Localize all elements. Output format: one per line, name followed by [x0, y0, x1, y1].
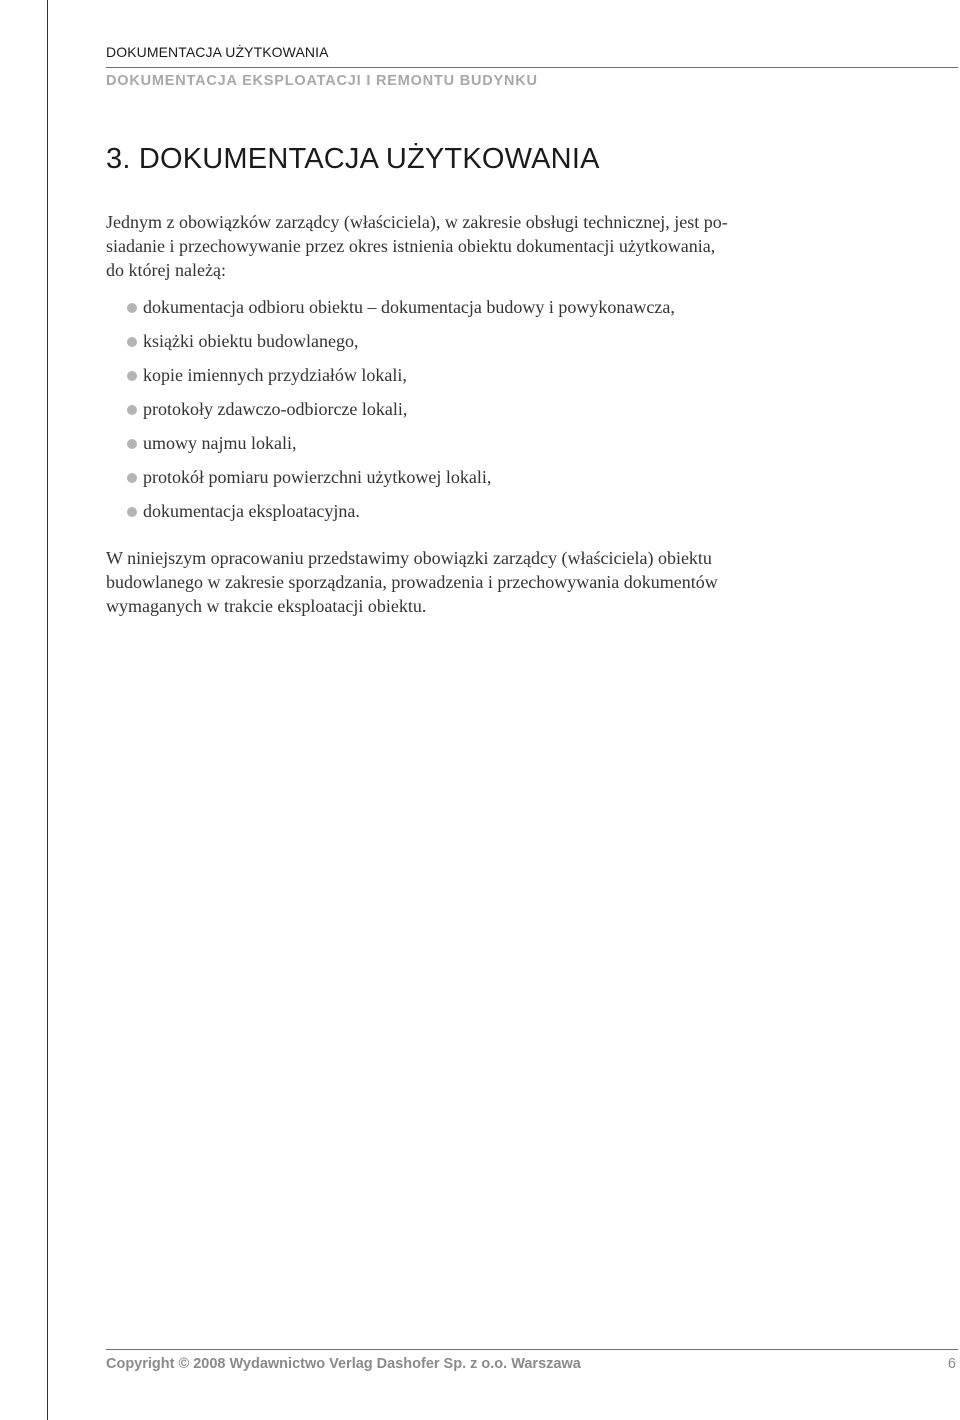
list-item-text: kopie imiennych przydziałów lokali,: [143, 365, 407, 385]
footer-rule: [106, 1349, 958, 1350]
chapter-title: 3. DOKUMENTACJA UŻYTKOWANIA: [106, 143, 600, 175]
closing-line: budowlanego w zakresie sporządzania, prowadzenia i przechowywania dokumentów: [106, 572, 718, 592]
closing-paragraph: [106, 546, 806, 618]
closing-line: wymaganych w trakcie eksploatacji obiektu.: [106, 596, 427, 616]
list-item: [127, 426, 675, 460]
documentation-list: [127, 290, 675, 528]
footer-copyright: Copyright © 2008 Wydawnictwo Verlag Dashofer Sp. z o.o. Warszawa: [106, 1356, 581, 1372]
running-header-subtitle: DOKUMENTACJA EKSPLOATACJI I REMONTU BUDYNKU: [106, 73, 538, 89]
list-item-text: książki obiektu budowlanego,: [143, 331, 359, 351]
list-item: [127, 358, 675, 392]
header-rule: [106, 67, 958, 68]
bullet-icon: [127, 337, 137, 347]
bullet-icon: [127, 303, 137, 313]
running-header-title: DOKUMENTACJA UŻYTKOWANIA: [106, 44, 329, 60]
bullet-icon: [127, 507, 137, 517]
list-item-text: dokumentacja odbioru obiektu – dokumentacja budowy i powykonawcza,: [143, 297, 675, 317]
list-item: [127, 494, 675, 528]
list-item: [127, 392, 675, 426]
bullet-icon: [127, 405, 137, 415]
list-item: [127, 324, 675, 358]
page-margin-line: [47, 0, 48, 1420]
bullet-icon: [127, 473, 137, 483]
intro-paragraph: [106, 210, 796, 282]
list-item-text: protokoły zdawczo-odbiorcze lokali,: [143, 399, 408, 419]
list-item-text: protokół pomiaru powierzchni użytkowej lokali,: [143, 467, 492, 487]
bullet-icon: [127, 371, 137, 381]
closing-line: W niniejszym opracowaniu przedstawimy obowiązki zarządcy (właściciela) obiektu: [106, 548, 712, 568]
list-item-text: umowy najmu lokali,: [143, 433, 297, 453]
intro-line: do której należą:: [106, 260, 226, 280]
intro-line: Jednym z obowiązków zarządcy (właściciela), w zakresie obsługi technicznej, jest po-: [106, 212, 728, 232]
list-item-text: dokumentacja eksploatacyjna.: [143, 501, 360, 521]
page-number: 6: [947, 1356, 956, 1372]
list-item: [127, 290, 675, 324]
intro-line: siadanie i przechowywanie przez okres istnienia obiektu dokumentacji użytkowania,: [106, 236, 716, 256]
bullet-icon: [127, 439, 137, 449]
list-item: [127, 460, 675, 494]
